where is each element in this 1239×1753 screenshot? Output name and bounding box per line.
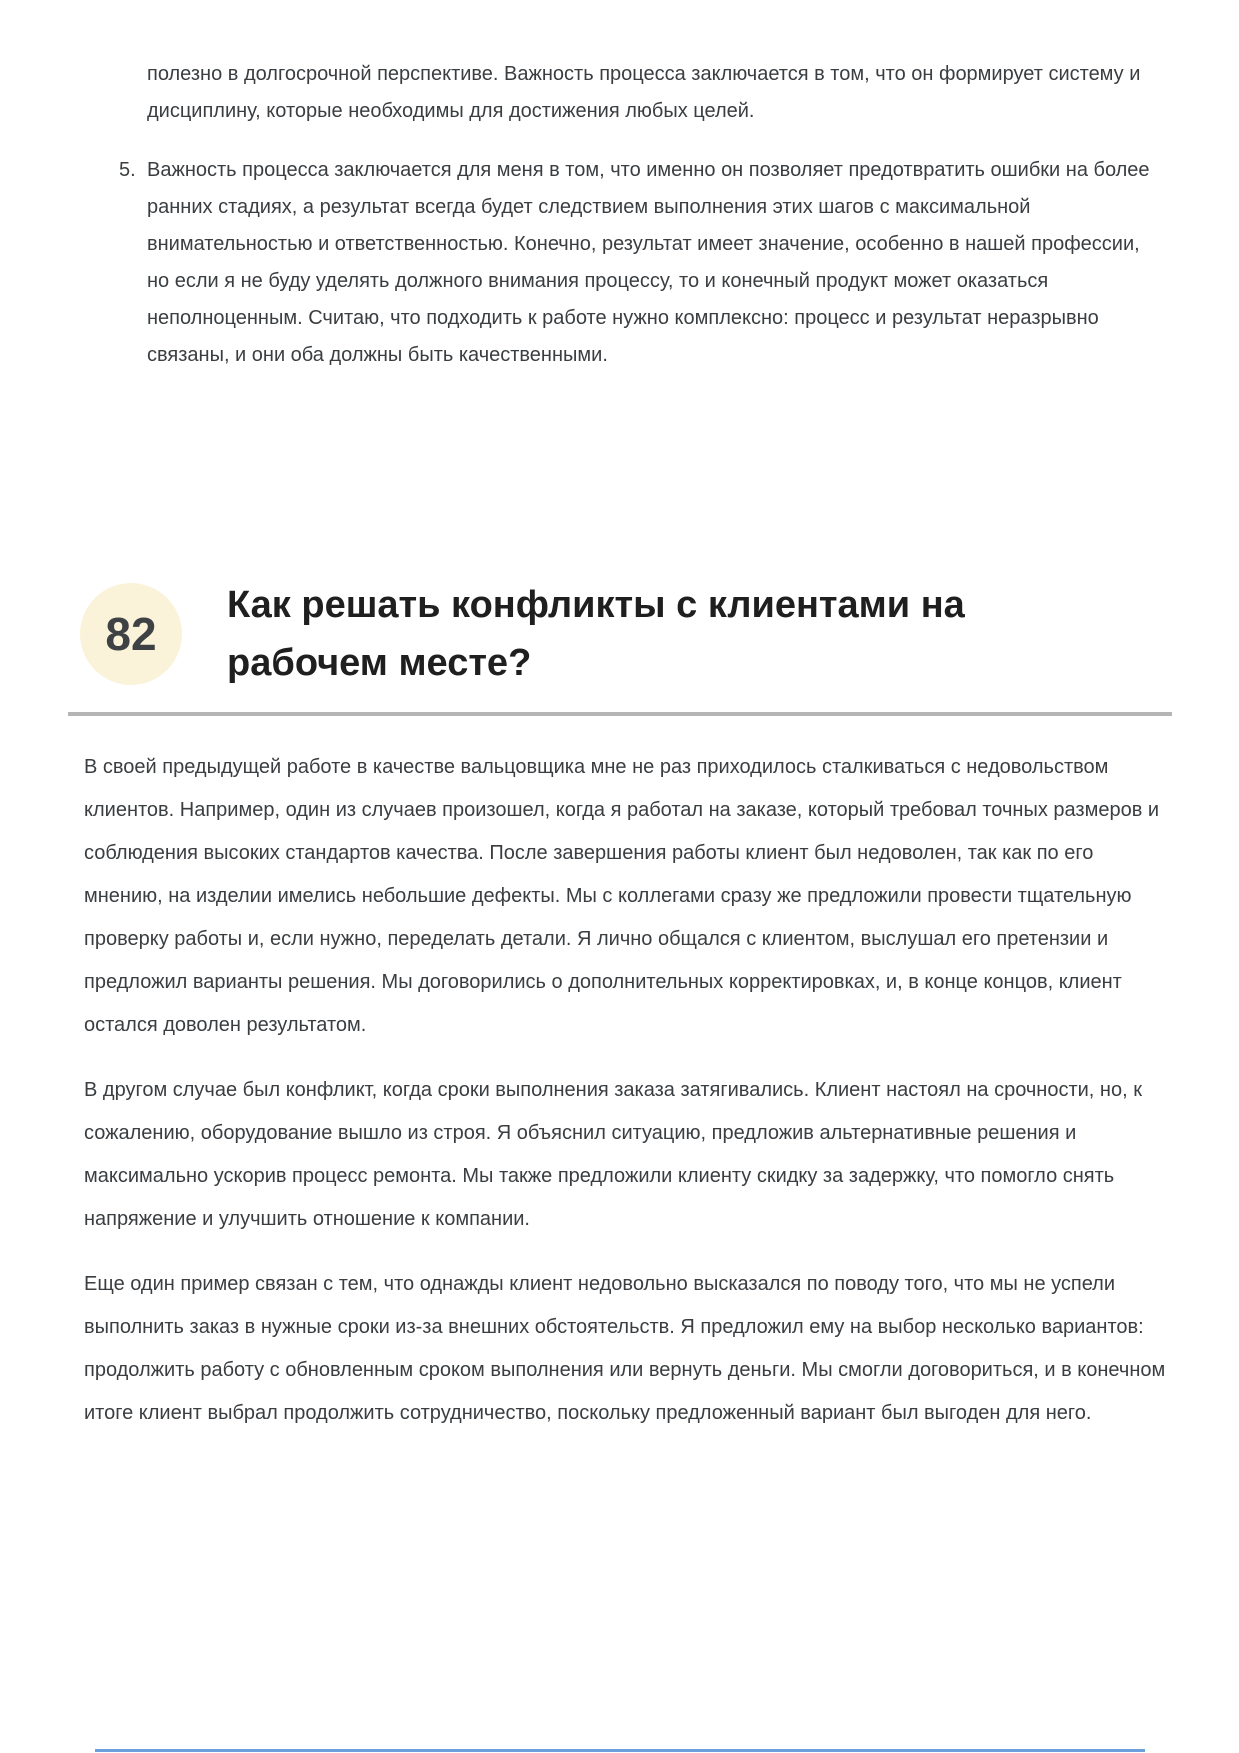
question-number-badge: [80, 583, 182, 685]
answer-paragraph-3: Еще один пример связан с тем, что однажды клиент недовольно высказался по поводу того, что мы не успели выполнить заказ в нужные сроки из-за внешних обстоятельств. Я предложил ему на выбор несколько вариантов: продолжить работу с обновленным сроком выполнения или вернуть деньги. Мы смогли договориться, и в конечном итоге клиент выбрал продолжить сотрудничество, поскольку предложенный вариант был выгоден для него.: [84, 1273, 1166, 1424]
numbered-answers-list: [0, 0, 1239, 374]
question-header: [0, 576, 1239, 692]
question-title: Как решать конфликты с клиентами на рабочем месте?: [227, 584, 965, 684]
answer-paragraph-1: В своей предыдущей работе в качестве вальцовщика мне не раз приходилось сталкиваться с недовольством клиентов. Например, один из случаев произошел, когда я работал на заказе, который требовал точных размеров и соблюдения высоких стандартов качества. После завершения работы клиент был недоволен, так как по его мнению, на изделии имелись небольшие дефекты. Мы с коллегами сразу же предложили провести тщательную проверку работы и, если нужно, переделать детали. Я лично общался с клиентом, выслушал его претензии и предложил варианты решения. Мы договорились о дополнительных корректировках, и, в конце концов, клиент остался доволен результатом.: [84, 756, 1160, 1036]
bottom-accent-line: [95, 1749, 1145, 1752]
list-item-4-continuation: полезно в долгосрочной перспективе. Важность процесса заключается в том, что он формирует систему и дисциплину, которые необходимы для достижения любых целей.: [147, 63, 1141, 122]
answer-body: [0, 716, 1239, 1435]
list-item-5: [119, 152, 1167, 374]
list-item-5-marker: 5.: [119, 159, 136, 181]
list-item-5-text: Важность процесса заключается для меня в том, что именно он позволяет предотвратить ошибки на более ранних стадиях, а результат всегда будет следствием выполнения этих шагов с максимальной внимательностью и ответственностью. Конечно, результат имеет значение, особенно в нашей профессии, но если я не буду уделять должного внимания процессу, то и конечный продукт может оказаться неполноценным. Считаю, что подходить к работе нужно комплексно: процесс и результат неразрывно связаны, и они оба должны быть качественными.: [147, 159, 1150, 366]
answer-paragraph-2: В другом случае был конфликт, когда сроки выполнения заказа затягивались. Клиент настоял на срочности, но, к сожалению, оборудование вышло из строя. Я объяснил ситуацию, предложив альтернативные решения и максимально ускорив процесс ремонта. Мы также предложили клиенту скидку за задержку, что помогло снять напряжение и улучшить отношение к компании.: [84, 1079, 1142, 1230]
question-number: 82: [105, 608, 157, 660]
